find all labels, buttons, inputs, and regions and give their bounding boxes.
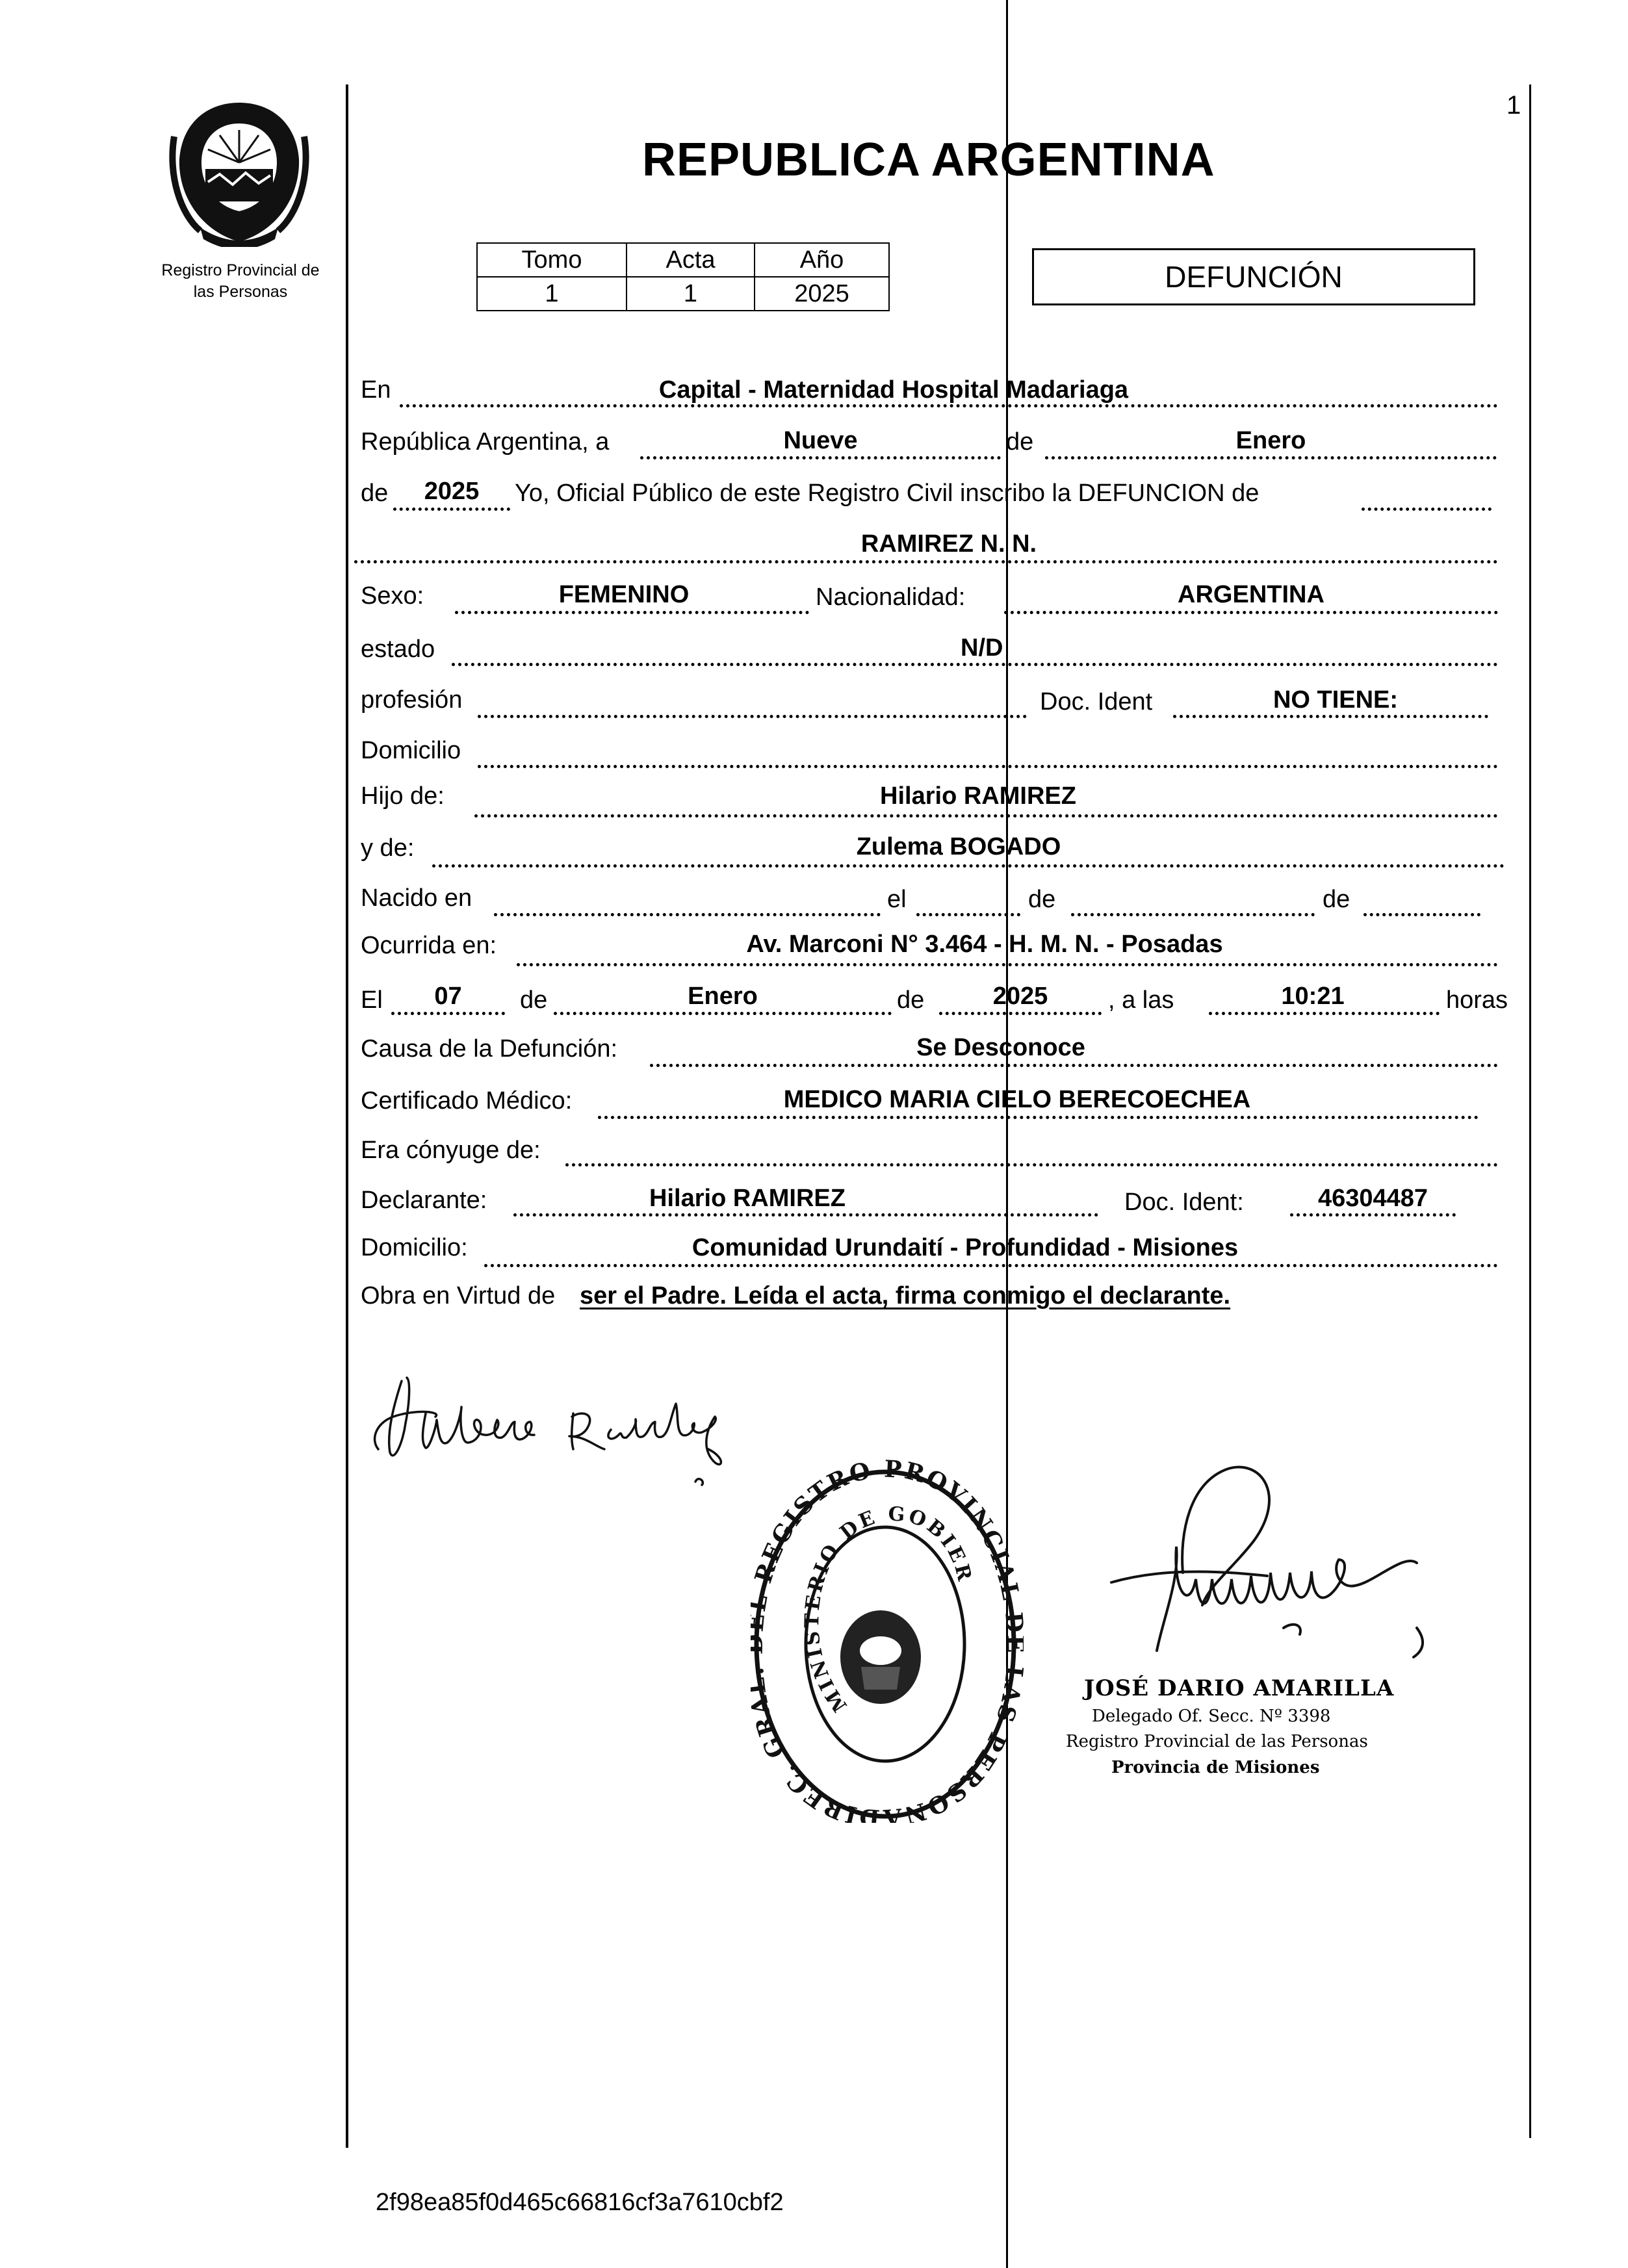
- death-day-dotted-line: [391, 1012, 505, 1015]
- year-value: 2025: [424, 478, 480, 505]
- certificado-label: Certificado Médico:: [361, 1087, 573, 1115]
- nacido-year-dotted-line: [1363, 913, 1480, 916]
- place-value: Capital - Maternidad Hospital Madariaga: [658, 376, 1129, 404]
- el-label-2: El: [361, 986, 383, 1014]
- month-dotted-line: [1045, 456, 1497, 459]
- de-label-1: de: [1006, 428, 1034, 456]
- tomo-header: Tomo: [477, 243, 627, 277]
- nacionalidad-dotted-line: [1004, 611, 1498, 614]
- mother-value: Zulema BOGADO: [856, 833, 1061, 860]
- right-margin-rule: [1529, 84, 1531, 2138]
- nacido-month-dotted-line: [1071, 913, 1315, 916]
- acta-value: 1: [627, 277, 755, 311]
- en-label: En: [361, 376, 391, 404]
- day-text-value: Nueve: [783, 427, 858, 454]
- declarant-signature: [364, 1352, 812, 1488]
- nacionalidad-label: Nacionalidad:: [816, 584, 966, 611]
- page-number: 1: [1506, 91, 1521, 120]
- seal-inner-text: MINISTERIO DE GOBIER: [801, 1502, 977, 1716]
- decl-domicilio-dotted-line: [484, 1264, 1498, 1267]
- official-name: JOSÉ DARIO AMARILLA: [1084, 1675, 1395, 1701]
- registry-name: [130, 260, 351, 303]
- document-type-box: DEFUNCIÓN: [1032, 248, 1475, 305]
- obra-label: Obra en Virtud de: [361, 1282, 556, 1309]
- death-day-value: 07: [434, 983, 462, 1010]
- death-de-label-1: de: [520, 986, 548, 1014]
- death-de-label-2: de: [897, 986, 925, 1014]
- registry-name-line2: las Personas: [193, 283, 288, 301]
- sexo-label: Sexo:: [361, 582, 424, 610]
- misiones-crest-logo: [168, 97, 311, 247]
- name-dotted-line: [354, 560, 1498, 563]
- causa-value: Se Desconoce: [916, 1034, 1085, 1061]
- doc-ident-label: Doc. Ident: [1040, 688, 1153, 715]
- ocurrida-value: Av. Marconi N° 3.464 - H. M. N. - Posadas: [746, 931, 1223, 958]
- declarante-dotted-line: [513, 1213, 1098, 1217]
- nacido-en-label: Nacido en: [361, 884, 472, 912]
- deceased-name: RAMIREZ N. N.: [860, 530, 1037, 558]
- decl-doc-value: 46304487: [1317, 1185, 1428, 1212]
- nacido-day-dotted-line: [916, 913, 1020, 916]
- oficial-text: Yo, Oficial Público de este Registro Civil inscribo la DEFUNCION de: [515, 480, 1260, 507]
- death-time-dotted-line: [1209, 1012, 1440, 1015]
- declarante-value: Hilario RAMIREZ: [649, 1185, 846, 1212]
- ocurrida-dotted-line: [517, 963, 1498, 966]
- obra-text: ser el Padre. Leída el acta, firma conmigo el declarante.: [580, 1282, 1231, 1309]
- nacido-de-label-2: de: [1323, 886, 1350, 913]
- anio-value: 2025: [755, 277, 889, 311]
- y-de-label: y de:: [361, 834, 415, 862]
- document-hash: 2f98ea85f0d465c66816cf3a7610cbf2: [376, 2189, 784, 2216]
- year-de-label: de: [361, 480, 389, 507]
- alas-label: , a las: [1108, 986, 1174, 1014]
- causa-dotted-line: [650, 1064, 1498, 1067]
- decl-doc-dotted-line: [1290, 1213, 1456, 1217]
- sexo-value: FEMENINO: [558, 581, 690, 608]
- causa-label: Causa de la Defunción:: [361, 1035, 618, 1063]
- official-role: Delegado Of. Secc. Nº 3398: [1092, 1707, 1331, 1726]
- profesion-label: profesión: [361, 686, 463, 714]
- anio-header: Año: [755, 243, 889, 277]
- decl-domicilio-value: Comunidad Urundaití - Profundidad - Misiones: [691, 1234, 1239, 1261]
- nacido-dotted-line: [494, 913, 881, 916]
- nacido-de-label-1: de: [1028, 886, 1056, 913]
- year-dotted-line: [393, 508, 510, 511]
- mother-dotted-line: [432, 864, 1505, 868]
- horas-label: horas: [1446, 986, 1508, 1014]
- domicilio-label-2: Domicilio:: [361, 1234, 468, 1261]
- estado-dotted-line: [452, 663, 1498, 666]
- el-label: el: [887, 886, 907, 913]
- reference-value-row: [477, 277, 889, 311]
- doc-ident-value: NO TIENE:: [1273, 686, 1399, 714]
- registry-seal: [751, 1459, 1024, 1823]
- decl-doc-label: Doc. Ident:: [1124, 1189, 1244, 1216]
- certificado-value: MEDICO MARIA CIELO BERECOECHEA: [783, 1086, 1251, 1113]
- nacionalidad-value: ARGENTINA: [1178, 581, 1324, 608]
- death-year-dotted-line: [939, 1012, 1102, 1015]
- death-year-value: 2025: [992, 983, 1048, 1010]
- left-margin-rule: [346, 84, 348, 2148]
- estado-value: N/D: [961, 634, 1003, 662]
- official-office: Registro Provincial de las Personas: [1066, 1732, 1368, 1751]
- estado-label: estado: [361, 636, 435, 663]
- doc-ident-dotted-line: [1173, 715, 1488, 718]
- domicilio-dotted-line: [478, 765, 1498, 768]
- day-dotted-line: [640, 456, 1001, 459]
- declarante-label: Declarante:: [361, 1187, 487, 1214]
- acta-header: Acta: [627, 243, 755, 277]
- tomo-value: 1: [477, 277, 627, 311]
- ocurrida-label: Ocurrida en:: [361, 932, 497, 959]
- death-month-value: Enero: [688, 983, 758, 1010]
- certificado-dotted-line: [598, 1116, 1479, 1119]
- page-title: REPUBLICA ARGENTINA: [642, 134, 1215, 186]
- profesion-dotted-line: [478, 715, 1027, 718]
- father-value: Hilario RAMIREZ: [880, 782, 1076, 810]
- republica-label: República Argentina, a: [361, 428, 610, 456]
- seal-crest-icon: [840, 1610, 921, 1704]
- registry-name-line1: Registro Provincial de: [161, 261, 320, 279]
- conyuge-label: Era cónyuge de:: [361, 1137, 541, 1164]
- oficial-dotted-line: [1362, 508, 1492, 511]
- death-month-dotted-line: [554, 1012, 892, 1015]
- reference-table: [476, 242, 890, 311]
- reference-header-row: [477, 243, 889, 277]
- place-dotted-line: [400, 404, 1498, 407]
- hijo-de-label: Hijo de:: [361, 782, 445, 810]
- sexo-dotted-line: [455, 611, 809, 614]
- death-time-value: 10:21: [1281, 983, 1345, 1010]
- center-fold-line: [1006, 0, 1008, 2268]
- month-value: Enero: [1235, 427, 1306, 454]
- official-province: Provincia de Misiones: [1111, 1758, 1320, 1777]
- official-signature: [1014, 1456, 1443, 1677]
- seal-outer-text: DIREC. GR REGISTRO PROVINCIAL AS PERSONA: [751, 1459, 1024, 1823]
- conyuge-dotted-line: [565, 1163, 1498, 1166]
- father-dotted-line: [474, 814, 1498, 818]
- domicilio-label: Domicilio: [361, 737, 461, 764]
